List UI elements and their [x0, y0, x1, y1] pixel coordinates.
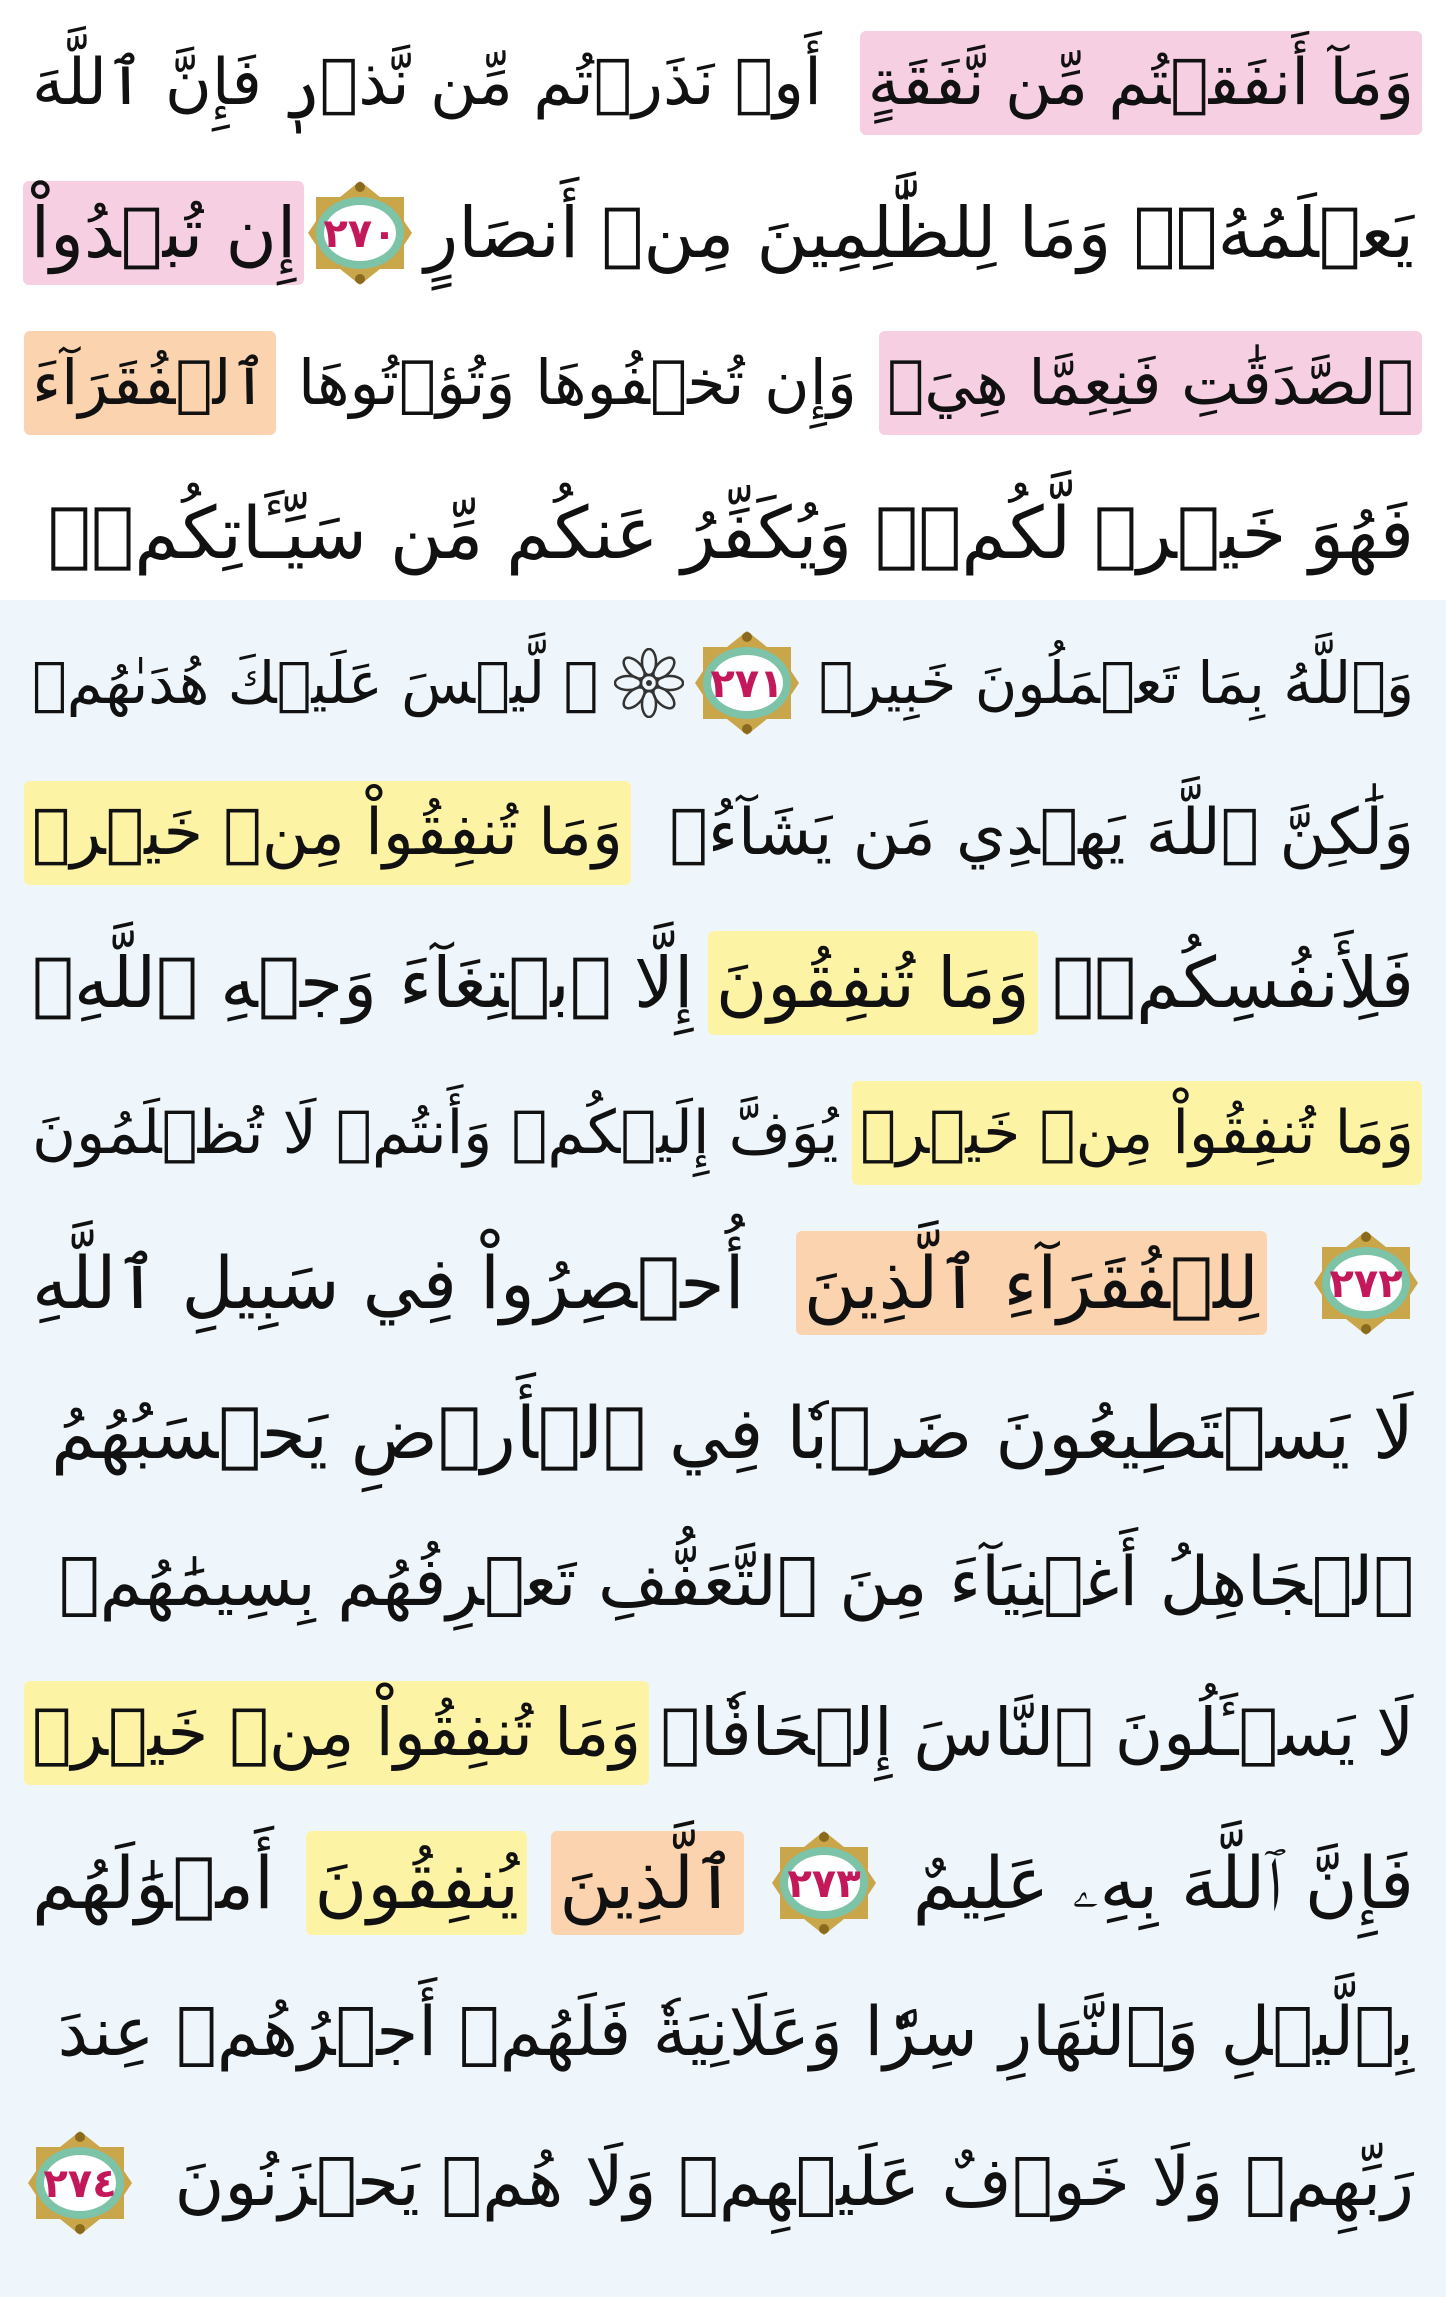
verse-text: وَٱللَّهُ بِمَا تَعۡمَلُونَ خَبِيرٞ	[818, 649, 1414, 717]
highlighted-phrase: وَمَا تُنفِقُواْ مِنۡ خَيۡرٖ	[852, 1081, 1422, 1185]
verse-text: فَلِأَنفُسِكُمۡۚ	[1052, 942, 1414, 1024]
verse-text: وَإِن تُخۡفُوهَا وَتُؤۡتُوهَا	[297, 346, 857, 419]
quran-line-3	[24, 308, 1422, 458]
ayah-number: ٢٧٢	[1329, 1261, 1403, 1307]
ayah-number: ٢٧٤	[43, 2161, 117, 2207]
verse-text: لَا يَسۡـَٔلُونَ ٱلنَّاسَ إِلۡحَافٗاۗ	[660, 1694, 1414, 1771]
verse-text: يُوَفَّ إِلَيۡكُمۡ وَأَنتُمۡ لَا تُظۡلَمُونَ	[32, 1098, 839, 1168]
verse-text: أَوۡ نَذَرۡتُم مِّن نَّذۡرٖ فَإِنَّ ٱللَّهَ	[32, 46, 822, 120]
verse-text: يَعۡلَمُهُۥۗ وَمَا لِلظَّٰلِمِينَ مِنۡ أَنصَارٍ	[424, 192, 1414, 274]
verse-text: وَلَٰكِنَّ ٱللَّهَ يَهۡدِي مَن يَشَآءُۗ	[669, 796, 1414, 870]
highlighted-phrase: وَمَا تُنفِقُونَ	[708, 931, 1038, 1035]
highlighted-phrase: لِلۡفُقَرَآءِ ٱلَّذِينَ	[796, 1231, 1267, 1335]
verse-text: ۞ لَّيۡسَ عَلَيۡكَ هُدَىٰهُمۡ	[32, 649, 599, 717]
verse-text: إِلَّا ٱبۡتِغَآءَ وَجۡهِ ٱللَّهِۚ	[32, 942, 694, 1024]
verse-text: أُحۡصِرُواْ فِي سَبِيلِ ٱللَّهِ	[32, 1241, 745, 1325]
ayah-end-marker	[1310, 1227, 1422, 1339]
quran-line-14	[24, 1958, 1422, 2108]
verse-text: بِٱلَّيۡلِ وَٱلنَّهَارِ سِرّٗا وَعَلَانِيَةٗ فَلَهُمۡ أَجۡرُهُمۡ عِندَ	[57, 1993, 1414, 2072]
verse-text: لَا يَسۡتَطِيعُونَ ضَرۡبٗا فِي ٱلۡأَرۡضِ يَحۡسَبُهُمُ	[51, 1391, 1414, 1475]
quran-line-13	[24, 1808, 1422, 1958]
highlighted-phrase: ٱلۡفُقَرَآءَ	[24, 331, 276, 435]
quran-line-12	[24, 1658, 1422, 1808]
ayah-number: ٢٧٠	[323, 211, 398, 257]
quran-line-11	[24, 1508, 1422, 1658]
quran-line-10	[24, 1358, 1422, 1508]
highlighted-phrase: إِن تُبۡدُواْ	[23, 181, 305, 285]
rub-el-hizb-icon	[614, 648, 684, 718]
verse-text: فَإِنَّ ٱللَّهَ بِهِۦ عَلِيمٌ	[912, 1841, 1414, 1925]
ayah-end-marker	[304, 177, 416, 289]
highlighted-phrase: وَمَا تُنفِقُواْ مِنۡ خَيۡرٖ	[24, 781, 631, 885]
quran-line-15	[24, 2108, 1422, 2258]
ayah-end-marker	[691, 627, 803, 739]
quran-line-9	[24, 1208, 1422, 1358]
quran-line-4	[24, 458, 1422, 608]
highlighted-phrase: ٱلصَّدَقَٰتِ فَنِعِمَّا هِيَۖ	[879, 331, 1422, 435]
quran-line-7	[24, 908, 1422, 1058]
verse-text: ٱلۡجَاهِلُ أَغۡنِيَآءَ مِنَ ٱلتَّعَفُّفِ تَعۡرِفُهُم بِسِيمَٰهُمۡ	[58, 1543, 1414, 1622]
quran-line-2	[24, 158, 1422, 308]
ayah-number: ٢٧١	[710, 661, 784, 707]
ayah-number: ٢٧٣	[787, 1861, 862, 1907]
quran-line-6	[24, 758, 1422, 908]
highlighted-phrase: يُنفِقُونَ	[306, 1831, 527, 1935]
quran-line-1	[24, 8, 1422, 158]
verse-text: رَبِّهِمۡ وَلَا خَوۡفٌ عَلَيۡهِمۡ وَلَا هُمۡ يَحۡزَنُونَ	[174, 2143, 1414, 2222]
verse-text: أَمۡوَٰلَهُم	[32, 1841, 275, 1925]
highlighted-phrase: وَمَآ أَنفَقۡتُم مِّن نَّفَقَةٍ	[860, 31, 1422, 135]
verse-text: فَهُوَ خَيۡرٞ لَّكُمۡۚ وَيُكَفِّرُ عَنكُم مِّن سَيِّـَٔاتِكُمۡۗ	[47, 491, 1414, 575]
ayah-end-marker	[24, 2127, 136, 2239]
highlighted-phrase: وَمَا تُنفِقُواْ مِنۡ خَيۡرٖ	[24, 1681, 649, 1785]
ayah-end-marker	[768, 1827, 880, 1939]
highlighted-phrase: ٱلَّذِينَ	[551, 1831, 744, 1935]
quran-line-5	[24, 608, 1422, 758]
quran-line-8	[24, 1058, 1422, 1208]
